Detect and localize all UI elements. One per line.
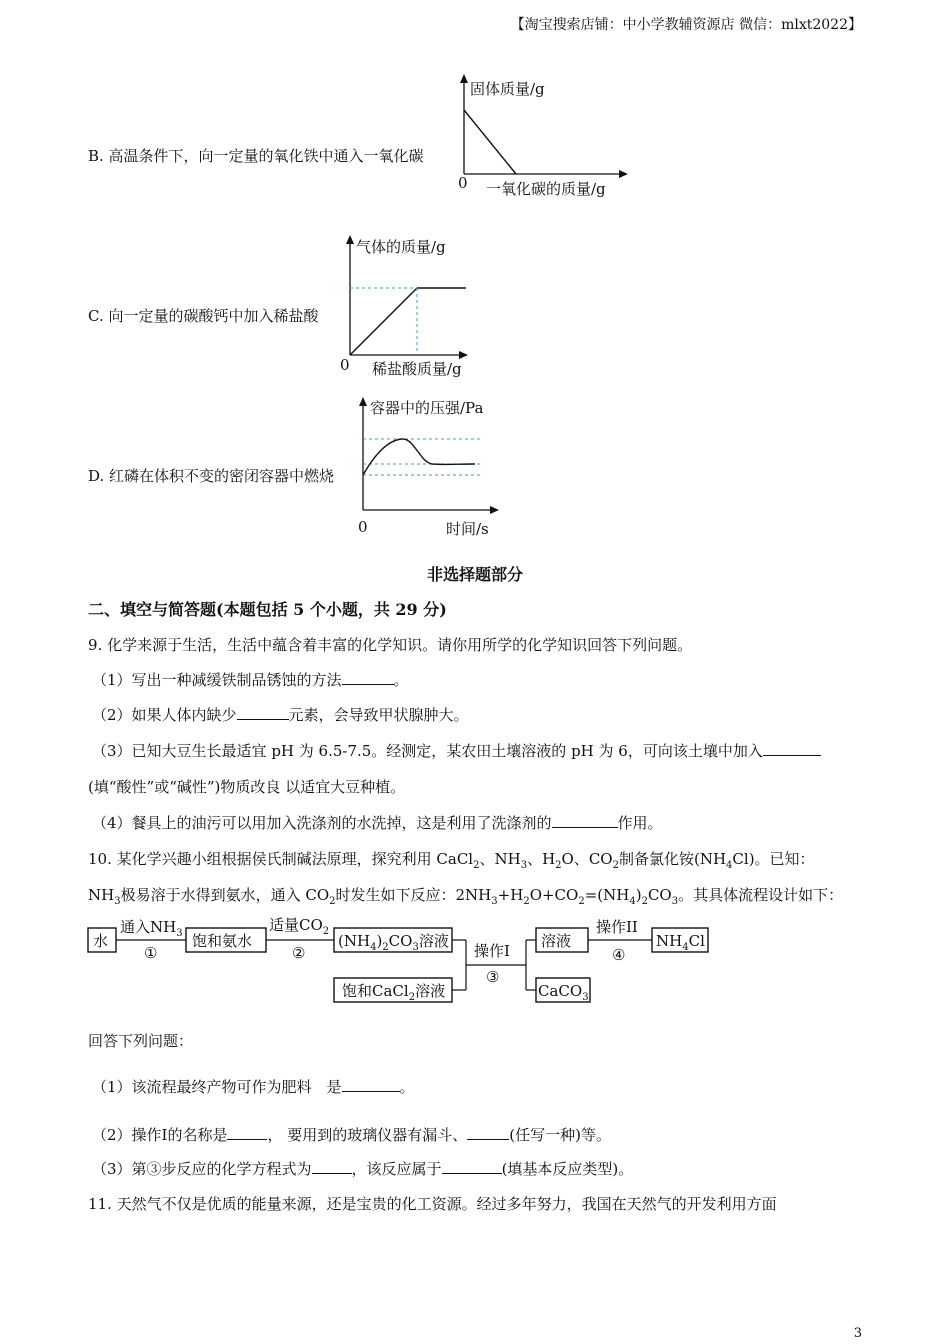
q9-part2: （2）如果人体内缺少 元素，会导致甲状腺肿大。 [92, 706, 469, 724]
flow-step1-num: ① [144, 944, 158, 962]
q11-stem: 11. 天然气不仅是优质的能量来源，还是宝贵的化工资源。经过多年努力，我国在天然气的开发利用方面 [88, 1195, 777, 1213]
q10-part2: （2）操作Ⅰ的名称是 ， 要用到的玻璃仪器有漏斗、 (任写一种)等。 [92, 1126, 611, 1144]
flow-carbonate: $(NH_4)_2CO_3$溶液 [338, 932, 449, 953]
q9-part4: （4）餐具上的油污可以用加入洗涤剂的水洗掉，这是利用了洗涤剂的 作用。 [92, 814, 663, 832]
q9-part3: （3）已知大豆生长最适宜 pH 为 6.5-7.5。经测定，某农田土壤溶液的 pH 为 6，可向该土壤中加入 [92, 740, 821, 761]
q10-stem-line2: $NH_3$极易溶于水得到氨水，通入 $CO_2$时发生如下反应：$2NH_3+H_2O+CO_2=(NH_4)_2CO_3$。其具体流程设计如下： [88, 886, 844, 907]
q9-part3-continued: (填“酸性”或“碱性”)物质改良 以适宜大豆种植。 [88, 778, 406, 796]
q10-answer-prompt: 回答下列问题： [88, 1032, 194, 1050]
answer-blank [467, 1125, 509, 1140]
flow-step1-label: 通入$NH_3$ [120, 918, 183, 939]
option-d-y-axis: 容器中的压强/Pa [370, 399, 484, 417]
q10-part1: （1）该流程最终产物可作为肥料 是 。 [92, 1078, 415, 1096]
q10-stem-line1: 10. 某化学兴趣小组根据侯氏制碱法原理，探究利用 CaCl$_2$、$NH_3$、$H_2O$、$CO_2$制备氯化铵$(NH_4Cl)$。已知： [88, 850, 815, 871]
q9-part1: （1）写出一种减缓铁制品锈蚀的方法 。 [92, 671, 409, 689]
answer-blank [237, 705, 289, 720]
q10-flow-chart [80, 910, 720, 1010]
option-c-label: C. 向一定量的碳酸钙中加入稀盐酸 [88, 307, 319, 325]
option-b-label: B. 高温条件下，向一定量的氧化铁中通入一氧化碳 [88, 147, 424, 165]
page-header: 【淘宝搜索店铺：中小学教辅资源店 微信：mlxt2022】 [510, 17, 862, 33]
option-c-y-axis: 气体的质量/g [356, 238, 446, 256]
option-d-graph [350, 392, 510, 540]
option-d-origin: 0 [358, 518, 368, 536]
option-c-origin: 0 [340, 356, 350, 374]
flow-op1-num: ③ [486, 968, 500, 986]
flow-cacl2: 饱和CaCl$_2$溶液 [342, 982, 446, 1003]
flow-nh4cl: $NH_4Cl$ [656, 932, 705, 953]
flow-caco3: CaCO$_3$ [538, 982, 589, 1003]
flow-solution: 溶液 [541, 932, 572, 950]
option-c-graph [335, 230, 495, 380]
option-d-x-axis: 时间/s [446, 520, 489, 538]
option-b-y-axis: 固体质量/g [470, 80, 545, 98]
option-c-x-axis: 稀盐酸质量/g [372, 360, 462, 378]
flow-sat-ammonia: 饱和氨水 [192, 932, 253, 950]
flow-step2-num: ② [292, 944, 306, 962]
q10-part3: （3）第③步反应的化学方程式为 ，该反应属于 (填基本反应类型)。 [92, 1160, 634, 1178]
flow-step2-label: 适量$CO_2$ [269, 916, 330, 937]
q9-stem: 9. 化学来源于生活，生活中蕴含着丰富的化学知识。请你用所学的化学知识回答下列问题。 [88, 636, 693, 654]
flow-op2: 操作II [596, 918, 638, 936]
answer-blank [763, 741, 821, 756]
option-b-origin: 0 [458, 174, 468, 192]
option-c-curve [350, 288, 417, 355]
answer-blank [342, 1077, 400, 1092]
option-b-graph [450, 70, 650, 200]
answer-blank [552, 813, 618, 828]
flow-op1: 操作I [474, 942, 510, 960]
flow-water: 水 [93, 932, 109, 950]
page-number: 3 [853, 1326, 862, 1341]
option-b-curve [464, 110, 516, 174]
answer-blank [442, 1159, 502, 1174]
option-b-x-axis: 一氧化碳的质量/g [486, 180, 606, 198]
flow-op2-num: ④ [612, 946, 626, 964]
section-title: 非选择题部分 [426, 565, 523, 584]
section-two-heading: 二、填空与简答题(本题包括 5 个小题，共 29 分) [88, 600, 447, 619]
option-d-curve [363, 439, 475, 475]
answer-blank [227, 1125, 267, 1140]
option-d-label: D. 红磷在体积不变的密闭容器中燃烧 [88, 467, 335, 485]
answer-blank [342, 670, 394, 685]
answer-blank [312, 1159, 352, 1174]
